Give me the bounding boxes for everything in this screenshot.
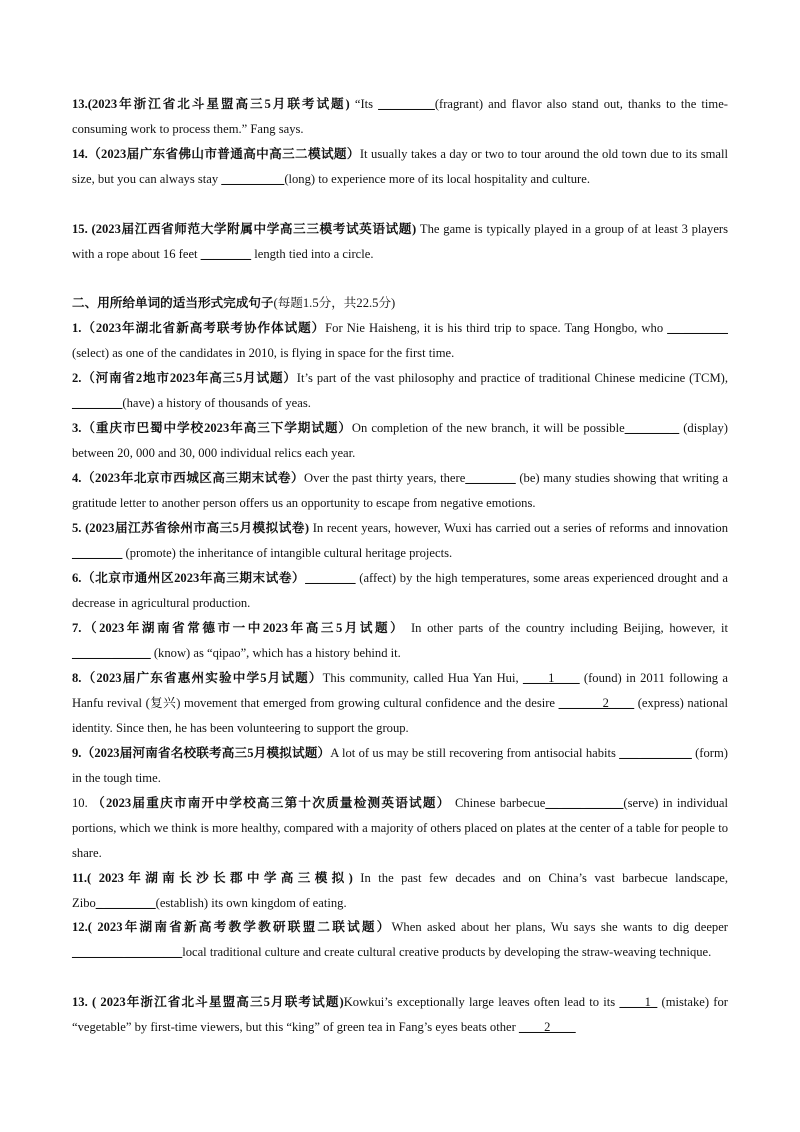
question-3: [72, 416, 728, 466]
question-text: (express) national identity. Since then, he has been volunteering to support the group.: [72, 696, 728, 735]
question-source: 8.（2023届广东省惠州实验中学5月试题）: [72, 671, 323, 685]
question-5: [72, 516, 728, 566]
question-1: [72, 316, 728, 366]
question-text: (know) as “qipao”, which has a history behind it.: [150, 646, 401, 660]
answer-blank[interactable]: ________: [305, 571, 356, 585]
question-source: 3.（重庆市巴蜀中学校2023年高三下学期试题）: [72, 421, 352, 435]
answer-blank[interactable]: _________: [378, 97, 435, 111]
question-13-p1: [72, 92, 728, 142]
question-13: [72, 990, 728, 1040]
question-text: Kowkui’s exceptionally large leaves often lead to its: [343, 995, 620, 1009]
question-source: 6.（北京市通州区2023年高三期末试卷）: [72, 571, 306, 585]
question-text: (form) in the tough time.: [72, 746, 728, 785]
question-text: (be) many studies showing that writing a gratitude letter to another person offers us an opportunity to escape from negative emotions.: [72, 471, 728, 510]
question-source: 7.（2023年湖南省常德市一中2023年高三5月试题）: [72, 621, 406, 635]
question-text: This community, called Hua Yan Hui,: [322, 671, 523, 685]
section-note: (每题1.5分，共22.5分): [273, 296, 396, 310]
answer-blank[interactable]: ________: [72, 396, 123, 410]
answer-blank[interactable]: _ ________: [95, 896, 156, 910]
section-title: 二、用所给单词的适当形式完成句子: [72, 296, 274, 310]
question-11: [72, 866, 728, 916]
answer-blank[interactable]: ________: [200, 247, 252, 261]
question-text: It’s part of the vast philosophy and practice of traditional Chinese medicine (TCM),: [296, 371, 728, 385]
answer-blank-1[interactable]: ____1_: [619, 995, 658, 1009]
question-text: In recent years, however, Wuxi has carried out a series of reforms and innovation: [309, 521, 729, 535]
answer-blank[interactable]: __ _______: [667, 321, 728, 335]
answer-blank-2[interactable]: _______2____: [558, 696, 635, 710]
question-10: [72, 791, 728, 866]
question-text: (mistake) for “vegetable” by first-time viewers, but this “king” of green tea in Fang’s eyes beats other: [72, 995, 728, 1034]
question-text: length tied into a circle.: [251, 247, 374, 261]
question-text: A lot of us may be still recovering from antisocial habits: [330, 746, 620, 760]
question-text: (serve) in individual portions, which we think is more healthy, compared with a majority of others placed on plates at the center of a table for people to share.: [72, 796, 729, 860]
question-text: On completion of the new branch, it will be possible: [351, 421, 625, 435]
question-text: In other parts of the country including Beijing, however, it: [405, 621, 729, 635]
question-15-p1: [72, 217, 728, 267]
question-text: (fragrant) and flavor also stand out, thanks to the time- consuming work to process them.” Fang says.: [72, 97, 728, 136]
question-source: 15. (2023届江西省师范大学附属中学高三三模考试英语试题): [72, 222, 417, 236]
question-source: 14.（2023届广东省佛山市普通高中高三二模试题）: [72, 147, 360, 161]
section-heading: [72, 291, 728, 316]
question-source: 13. ( 2023年浙江省北斗星盟高三5月联考试题): [72, 995, 344, 1009]
question-text: (select) as one of the candidates in 2010, is flying in space for the first time.: [72, 346, 455, 360]
answer-blank[interactable]: __ ___ ______: [545, 796, 624, 810]
question-text: When asked about her plans, Wu says she wants to dig deeper: [391, 920, 728, 934]
question-9: [72, 741, 728, 791]
question-text: Chinese barbecue: [450, 796, 546, 810]
question-source: 4.（2023年北京市西城区高三期末试卷）: [72, 471, 305, 485]
question-source: （2023届重庆市南开中学校高三第十次质量检测英语试题）: [92, 796, 451, 810]
question-source: 9.（2023届河南省名校联考高三5月模拟试题）: [72, 746, 331, 760]
answer-blank[interactable]: ________ _________: [72, 945, 183, 959]
question-8: [72, 666, 728, 741]
question-text: (affect) by the high temperatures, some areas experienced drought and a decrease in agricultural production.: [72, 571, 728, 610]
answer-blank-1[interactable]: ____1____: [522, 671, 580, 685]
question-source: 13.(2023年浙江省北斗星盟高三5月联考试题): [72, 97, 350, 111]
question-source: 11.( 2023年湖南长沙长郡中学高三模拟): [72, 871, 353, 885]
question-text: local traditional culture and create cultural creative products by developing the straw-weaving technique.: [182, 945, 712, 959]
question-text: (establish) its own kingdom of eating.: [155, 896, 347, 910]
question-source: 1.（2023年湖北省新高考联考协作体试题）: [72, 321, 326, 335]
answer-blank[interactable]: ________: [465, 471, 516, 485]
question-text: Over the past thirty years, there: [304, 471, 466, 485]
answer-blank[interactable]: ______ ______: [72, 646, 151, 660]
question-14-p1: [72, 142, 728, 192]
question-text: (display) between 20, 000 and 30, 000 individual relics each year.: [72, 421, 728, 460]
answer-blank[interactable]: _______ _: [624, 421, 680, 435]
answer-blank[interactable]: __________: [221, 172, 285, 186]
question-source: 5. (2023届江苏省徐州市高三5月模拟试卷): [72, 521, 310, 535]
question-text: The game is typically played in a group of at least 3 players with a rope about 16 feet: [72, 222, 729, 261]
question-12: [72, 915, 728, 965]
question-7: [72, 616, 728, 666]
question-text: “Its: [349, 97, 379, 111]
question-source: 2.（河南省2地市2023年高三5月试题）: [72, 371, 297, 385]
answer-blank[interactable]: ___ ________: [619, 746, 692, 760]
answer-blank[interactable]: ________: [72, 546, 123, 560]
question-2: [72, 366, 728, 416]
question-text: (long) to experience more of its local hospitality and culture.: [284, 172, 590, 186]
question-source: 12.( 2023年湖南省新高考教学教研联盟二联试题）: [72, 920, 392, 934]
question-4: [72, 466, 728, 516]
question-6: [72, 566, 728, 616]
answer-blank-2[interactable]: ____2____: [518, 1020, 576, 1034]
question-text: (promote) the inheritance of intangible cultural heritage projects.: [122, 546, 453, 560]
question-text: (found) in 2011 following a Hanfu revival (复兴) movement that emerged from growing cultural confidence and the desire: [72, 671, 728, 710]
question-text: It usually takes a day or two to tour around the old town due to its small size, but you can always stay: [72, 147, 729, 186]
question-text: In the past few decades and on China’s vast barbecue landscape, Zibo: [72, 871, 728, 910]
question-text: (have) a history of thousands of yeas.: [122, 396, 311, 410]
question-number: 10.: [72, 796, 93, 810]
question-text: For Nie Haisheng, it is his third trip to space. Tang Hongbo, who: [325, 321, 668, 335]
